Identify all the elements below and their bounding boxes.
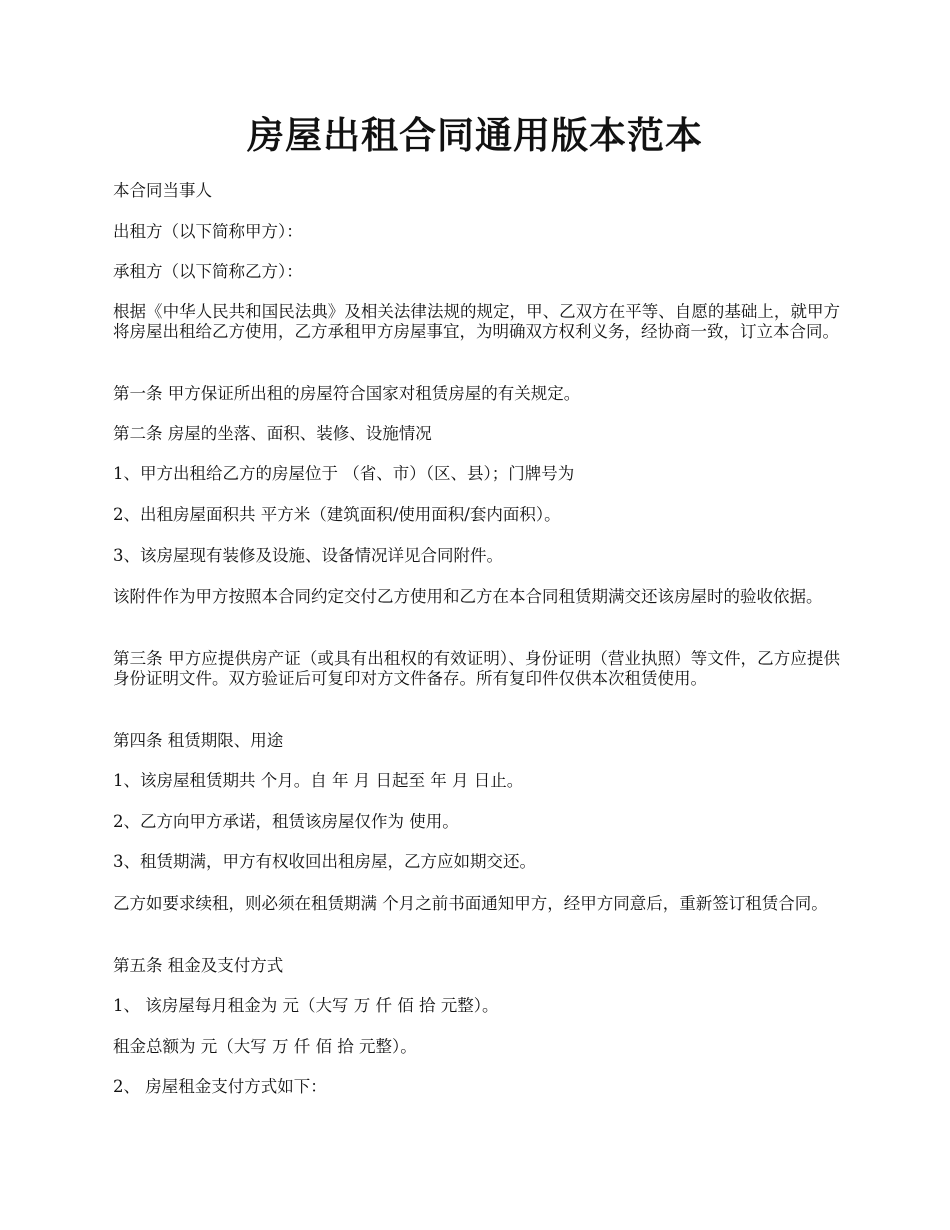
paragraph-renewal-note: 乙方如要求续租，则必须在租赁期满 个月之前书面通知甲方，经甲方同意后，重新签订租赁合同。 [113, 894, 828, 913]
paragraph-article-2-heading: 第二条 房屋的坐落、面积、装修、设施情况 [113, 424, 432, 443]
paragraph-attachment-note: 该附件作为甲方按照本合同约定交付乙方使用和乙方在本合同租赁期满交还该房屋时的验收依据。 [113, 587, 823, 606]
paragraph-total-rent: 租金总额为 元（大写 万 仟 佰 拾 元整）。 [113, 1037, 417, 1056]
paragraph-parties-heading: 本合同当事人 [113, 181, 212, 200]
paragraph-preamble: 根据《中华人民共和国民法典》及相关法律法规的规定，甲、乙双方在平等、自愿的基础上，就甲方将房屋出租给乙方使用，乙方承租甲方房屋事宜，为明确双方权利义务，经协商一致，订立本合同。 [113, 302, 840, 341]
paragraph-article-4-item-2: 2、乙方向甲方承诺，租赁该房屋仅作为 使用。 [113, 812, 459, 831]
paragraph-article-4-item-3: 3、租赁期满，甲方有权收回出租房屋，乙方应如期交还。 [113, 852, 536, 871]
paragraph-article-2-item-3: 3、该房屋现有装修及设施、设备情况详见合同附件。 [113, 546, 503, 565]
paragraph-article-5-item-1: 1、 该房屋每月租金为 元（大写 万 仟 佰 拾 元整）。 [113, 996, 499, 1015]
document-title: 房屋出租合同通用版本范本 [247, 114, 703, 157]
paragraph-article-4-item-1: 1、该房屋租赁期共 个月。自 年 月 日起至 年 月 日止。 [113, 771, 524, 790]
paragraph-article-2-item-1: 1、甲方出租给乙方的房屋位于 （省、市）（区、县）；门牌号为 [113, 464, 575, 483]
paragraph-lessee: 承租方（以下简称乙方）： [113, 262, 303, 281]
paragraph-article-4-heading: 第四条 租赁期限、用途 [113, 731, 284, 750]
paragraph-lessor: 出租方（以下简称甲方）： [113, 222, 303, 241]
paragraph-article-5-item-2: 2、 房屋租金支付方式如下： [113, 1077, 327, 1096]
paragraph-article-3: 第三条 甲方应提供房产证（或具有出租权的有效证明）、身份证明（营业执照）等文件，乙方应提供身份证明文件。双方验证后可复印对方文件备存。所有复印件仅供本次租赁使用。 [113, 649, 840, 688]
paragraph-article-5-heading: 第五条 租金及支付方式 [113, 956, 284, 975]
paragraph-article-2-item-2: 2、出租房屋面积共 平方米（建筑面积/使用面积/套内面积）。 [113, 505, 561, 524]
paragraph-article-1: 第一条 甲方保证所出租的房屋符合国家对租赁房屋的有关规定。 [113, 384, 581, 403]
